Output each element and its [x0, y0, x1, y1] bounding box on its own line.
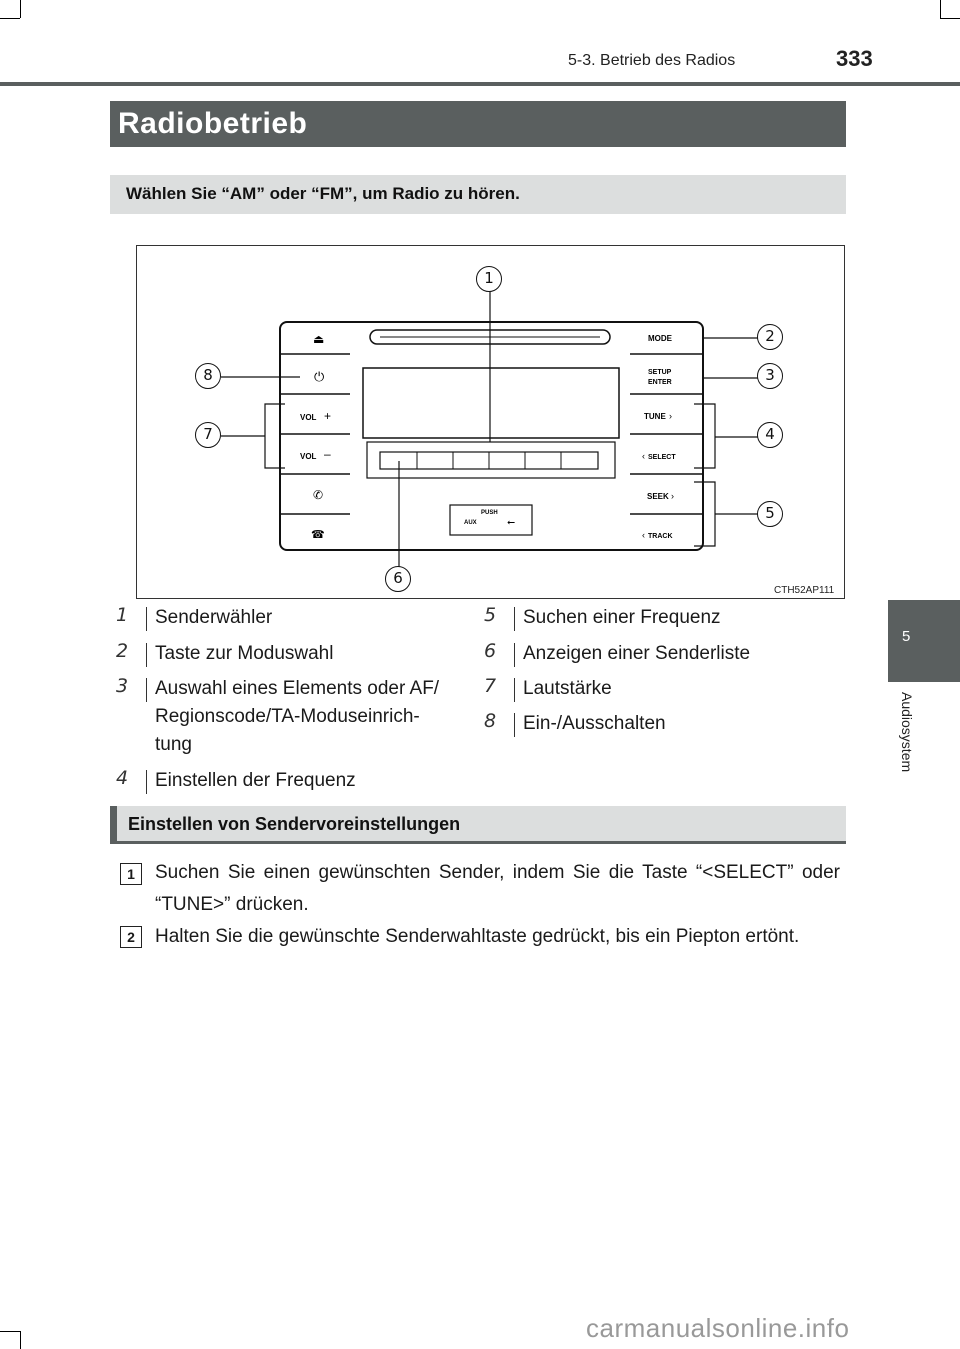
chevron-left-icon: ‹: [642, 451, 645, 461]
crop-mark: [940, 18, 960, 19]
page-number: 333: [836, 46, 873, 71]
crop-mark: [20, 0, 21, 18]
display-screen: [363, 368, 619, 438]
mode-button-label: MODE: [648, 334, 672, 343]
legend-text: Regionscode/TA-Moduseinrich-: [155, 706, 420, 727]
header-rule: [0, 82, 960, 86]
legend-text: Auswahl eines Elements oder AF/: [155, 678, 440, 699]
legend-text: Lautstärke: [523, 678, 612, 699]
callout-1: 1: [476, 266, 502, 292]
chapter-tab: [888, 600, 960, 682]
radio-panel-illustration: [137, 246, 844, 598]
tune-select-bracket: [694, 404, 715, 468]
crop-mark: [0, 1331, 20, 1332]
legend-number-bar: [514, 607, 515, 631]
legend-number-bar: [146, 607, 147, 631]
aux-label: AUX: [464, 520, 477, 526]
right-button-separators: [630, 354, 703, 514]
eject-icon: ⏏: [313, 332, 325, 346]
legend-number-bar: [146, 770, 147, 794]
legend-number-bar: [146, 643, 147, 667]
seek-button-label: SEEK: [647, 492, 669, 501]
minus-icon: –: [324, 447, 331, 461]
step-number: 2: [120, 926, 142, 948]
figure-code: CTH52AP111: [774, 585, 835, 596]
crop-mark: [20, 1331, 21, 1349]
callout-6: 6: [385, 566, 411, 592]
legend-number: 6: [484, 640, 497, 662]
legend-number-bar: [514, 713, 515, 737]
callout-3: 3: [757, 363, 783, 389]
crop-mark: [0, 18, 20, 19]
legend-number: 3: [116, 675, 129, 697]
legend-number-bar: [514, 678, 515, 702]
vol-minus-label: VOL: [300, 452, 317, 461]
callout-7: 7: [195, 422, 221, 448]
legend-number-bar: [146, 678, 147, 702]
callout-8: 8: [195, 363, 221, 389]
tune-button-label: TUNE: [644, 412, 666, 421]
crop-mark: [940, 0, 941, 18]
vol-plus-label: VOL: [300, 413, 317, 422]
enter-button-label: ENTER: [648, 379, 672, 386]
legend-text: Einstellen der Frequenz: [155, 770, 356, 791]
legend-text: tung: [155, 734, 192, 755]
watermark: carmanualsonline.info: [586, 1313, 850, 1343]
page-title: Radiobetrieb: [118, 107, 308, 140]
chevron-right-icon: ›: [671, 491, 674, 501]
usb-icon: ⭠: [507, 517, 515, 528]
callout-4: 4: [757, 422, 783, 448]
step-text: Suchen Sie einen gewünschten Sender, indem Sie die Taste “<SELECT” oder “TUNE>” drücken.: [155, 862, 840, 915]
preset-dividers: [417, 452, 561, 469]
phone-icon: ✆: [313, 488, 324, 502]
callout-5: 5: [757, 501, 783, 527]
legend-number: 4: [116, 767, 129, 789]
volume-bracket: [265, 404, 285, 468]
legend-text: Senderwähler: [155, 607, 273, 628]
step-text: Halten Sie die gewünschte Senderwahltaste gedrückt, bis ein Piepton ertönt.: [155, 926, 800, 947]
chapter-label: Audiosystem: [899, 692, 915, 773]
power-icon: ⏻: [314, 369, 325, 384]
setup-button-label: SETUP: [648, 369, 672, 376]
radio-figure: [136, 245, 845, 599]
legend-number-bar: [514, 643, 515, 667]
preset-frame: [367, 442, 615, 478]
legend-text: Taste zur Moduswahl: [155, 643, 334, 664]
chevron-left-icon: ‹: [642, 530, 645, 540]
track-button-label: TRACK: [648, 533, 673, 540]
legend-number: 7: [484, 675, 497, 697]
chapter-number: 5: [902, 628, 911, 645]
section-heading: 5-3. Betrieb des Radios: [568, 52, 736, 69]
step-number: 1: [120, 863, 142, 885]
legend-number: 1: [116, 604, 129, 626]
legend-number: 2: [116, 640, 129, 662]
push-label: PUSH: [481, 510, 498, 516]
select-button-label: SELECT: [648, 454, 676, 461]
hangup-icon: ☎: [311, 529, 325, 541]
legend-text: Suchen einer Frequenz: [523, 607, 721, 628]
legend-text: Ein-/Ausschalten: [523, 713, 666, 734]
intro-text: Wählen Sie “AM” oder “FM”, um Radio zu hören.: [126, 184, 520, 203]
legend-text: Anzeigen einer Senderliste: [523, 643, 751, 664]
legend-number: 8: [484, 710, 497, 732]
legend-number: 5: [484, 604, 497, 626]
subsection-bar-accent: [110, 806, 117, 844]
subsection-title: Einstellen von Sendervoreinstellungen: [128, 814, 461, 834]
chevron-right-icon: ›: [669, 411, 672, 421]
plus-icon: +: [324, 409, 332, 423]
callout-2: 2: [757, 324, 783, 350]
